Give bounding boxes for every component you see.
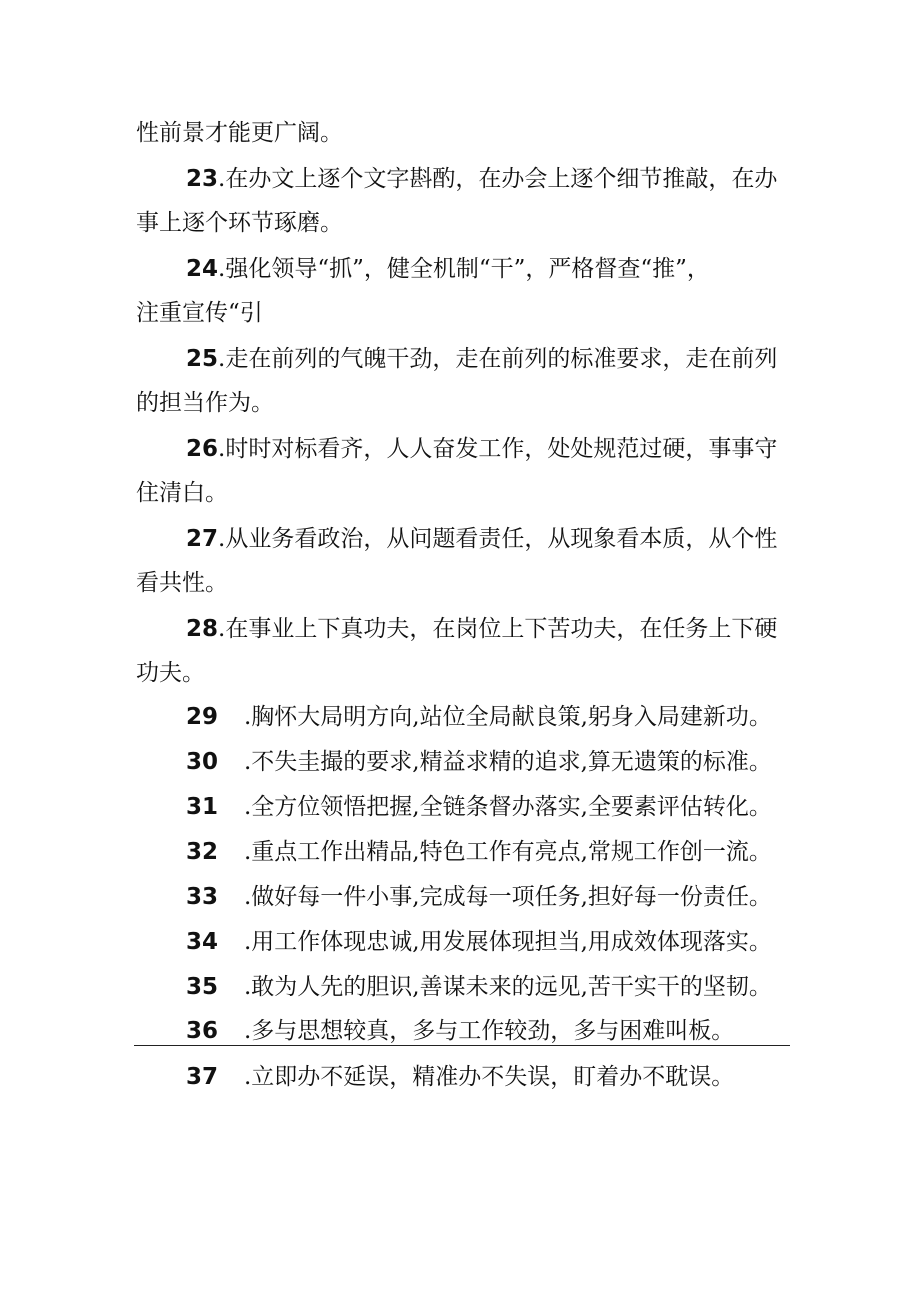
continuation-text: 性前景才能更广阔。 bbox=[136, 120, 343, 146]
item-number: 28 bbox=[186, 616, 219, 642]
paragraph-24-line2: 注重宣传“引 bbox=[136, 300, 263, 326]
item-number: 34 bbox=[186, 929, 219, 955]
item-text: .在办文上逐个文字斟酌，在办会上逐个细节推敲，在办 bbox=[218, 166, 778, 192]
horizontal-divider bbox=[134, 1045, 790, 1046]
item-text: .全方位领悟把握,全链条督办落实,全要素评估转化。 bbox=[244, 794, 772, 820]
item-text: .不失圭撮的要求,精益求精的追求,算无遗策的标准。 bbox=[244, 749, 772, 775]
paragraph-28-line2: 功夫。 bbox=[136, 660, 205, 686]
list-item-35 bbox=[186, 972, 772, 1002]
list-item-34 bbox=[186, 927, 772, 957]
item-number: 36 bbox=[186, 1018, 219, 1044]
list-item-33 bbox=[186, 882, 772, 912]
list-item-32 bbox=[186, 837, 772, 867]
item-number: 30 bbox=[186, 749, 219, 775]
list-item-29 bbox=[186, 702, 772, 732]
item-text: .敢为人先的胆识,善谋未来的远见,苦干实干的坚韧。 bbox=[244, 974, 772, 1000]
paragraph-25-line2: 的担当作为。 bbox=[136, 390, 274, 416]
item-number: 33 bbox=[186, 884, 219, 910]
item-text: .立即办不延误，精准办不失误，盯着办不耽误。 bbox=[244, 1064, 735, 1090]
item-number: 32 bbox=[186, 839, 219, 865]
item-text: .用工作体现忠诚,用发展体现担当,用成效体现落实。 bbox=[244, 929, 772, 955]
paragraph-24-line1 bbox=[186, 254, 710, 284]
paragraph-26-line2: 住清白。 bbox=[136, 480, 228, 506]
item-text: .多与思想较真，多与工作较劲，多与困难叫板。 bbox=[244, 1018, 735, 1044]
paragraph-27-line1 bbox=[186, 524, 777, 554]
list-item-37 bbox=[186, 1062, 734, 1092]
list-item-30 bbox=[186, 747, 772, 777]
item-text: .时时对标看齐，人人奋发工作，处处规范过硬，事事守 bbox=[218, 436, 778, 462]
paragraph-28-line1 bbox=[186, 614, 777, 644]
item-number: 25 bbox=[186, 346, 219, 372]
item-number: 26 bbox=[186, 436, 219, 462]
item-text: .从业务看政治，从问题看责任，从现象看本质，从个性 bbox=[218, 526, 778, 552]
list-item-31 bbox=[186, 792, 772, 822]
paragraph-23-line2: 事上逐个环节琢磨。 bbox=[136, 210, 343, 236]
item-text: .在事业上下真功夫，在岗位上下苦功夫，在任务上下硬 bbox=[218, 616, 778, 642]
item-number: 23 bbox=[186, 166, 219, 192]
item-number: 37 bbox=[186, 1064, 219, 1090]
item-number: 29 bbox=[186, 704, 219, 730]
item-text: .走在前列的气魄干劲，走在前列的标准要求，走在前列 bbox=[218, 346, 778, 372]
item-number: 24 bbox=[186, 256, 219, 282]
item-number: 35 bbox=[186, 974, 219, 1000]
item-text: .强化领导“抓”，健全机制“干”，严格督查“推”， bbox=[218, 256, 710, 282]
paragraph-25-line1 bbox=[186, 344, 777, 374]
item-text: .做好每一件小事,完成每一项任务,担好每一份责任。 bbox=[244, 884, 772, 910]
item-text: .胸怀大局明方向,站位全局献良策,躬身入局建新功。 bbox=[244, 704, 772, 730]
paragraph-23-line1 bbox=[186, 164, 777, 194]
item-text: .重点工作出精品,特色工作有亮点,常规工作创一流。 bbox=[244, 839, 772, 865]
paragraph-26-line1 bbox=[186, 434, 777, 464]
paragraph-27-line2: 看共性。 bbox=[136, 570, 228, 596]
list-item-36 bbox=[186, 1016, 734, 1046]
item-number: 27 bbox=[186, 526, 219, 552]
item-number: 31 bbox=[186, 794, 219, 820]
